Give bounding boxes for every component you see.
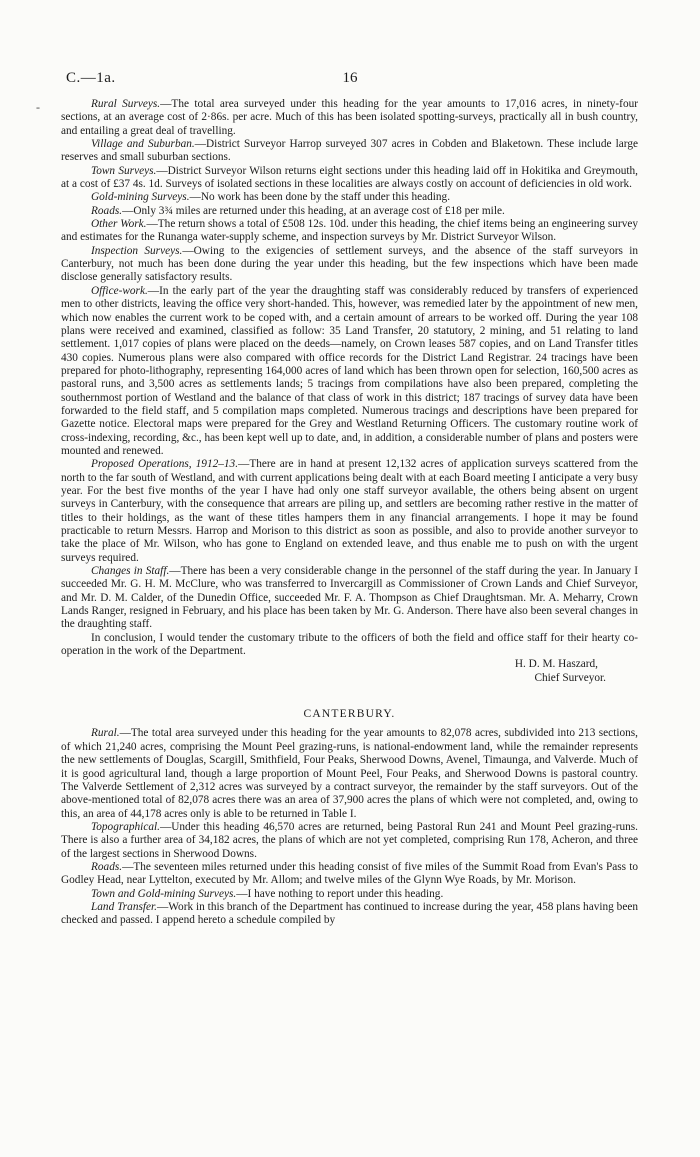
paragraph (61, 138, 638, 165)
section-heading: CANTERBURY. (303, 708, 396, 721)
paragraph (61, 861, 638, 888)
paragraph-label: Village and Suburban. (91, 138, 195, 151)
paragraph (61, 245, 638, 285)
westland-section (61, 98, 638, 658)
page-number: 16 (342, 70, 358, 86)
paragraph-label: Proposed Operations, 1912–13. (91, 458, 239, 471)
paragraph (61, 821, 638, 861)
paragraph-label: Other Work. (91, 218, 147, 231)
signature-name: H. D. M. Haszard, (514, 658, 598, 671)
paragraph-text: —The return shows a total of £508 12s. 10d. under this heading, the chief items being an engineering survey and estimates for the Runanga water-supply scheme, and inspection surveys by Mr. District Surveyor Wilson. (61, 218, 639, 244)
paragraph-label: Topographical. (91, 820, 160, 833)
paragraph-text: —The total area surveyed under this heading for the year amounts to 82,078 acres, subdivided into 213 sections, of which 21,240 acres, comprising the Mount Peel grazing-runs, is national-endowment land, while the remainder represents the new settlements of Douglas, Scargill, Smithfield, Four Peaks, Sherwood Downs, Avenel, Timaunga, and Valverde. Much of it is good agricultural land, though a large proportion of Mount Peel, Four Peaks, and Sherwood Downs is pastoral country. The Valverde Settlement of 2,312 acres was surveyed by a contract surveyor, the remainder by the staff surveyors. Out of the above-mentioned total of 82,078 acres there was an area of 37,900 acres the plans of which were not completed, and, owing to this, an area of 44,178 acres only is able to be returned in Table I. (61, 727, 638, 820)
paragraph-label: Roads. (91, 860, 123, 873)
paragraph-text: —The total area surveyed under this heading for the year amounts to 17,016 acres, in ninety-four sections, at an average cost of 2·86s. per acre. Much of this has been isolated spotting-surveys, practically all in bush country, and entailing a great deal of travelling. (61, 98, 639, 137)
paragraph-label: Rural Surveys. (91, 98, 161, 110)
paragraph-text: —No work has been done by the staff under this heading. (189, 191, 451, 204)
paragraph-label: Changes in Staff. (91, 565, 170, 578)
paragraph-text: —Owing to the exigencies of settlement surveys, and the absence of the staff surveyors in Canterbury, not much has been done during the year under this heading, but the few inspections which have been made disclose generally satisfactory results. (61, 244, 638, 284)
paragraph (61, 458, 638, 565)
canterbury-section (61, 727, 638, 927)
paragraph-text: —Only 3¾ miles are returned under this heading, at an average cost of £18 per mile. (122, 204, 505, 217)
paragraph-label: Town and Gold-mining Surveys. (91, 887, 237, 900)
paragraph-text: In conclusion, I would tender the customary tribute to the officers of both the field and office staff for their hearty co-operation in the work of the Department. (61, 631, 638, 658)
paragraph-text: —There are in hand at present 12,132 acres of application surveys scattered from the north to the far south of Westland, and with current applications being dealt with at each Board meeting I anticipate a very busy year. For the best five months of the year I have had only one staff surveyor available, the others being absent on urgent surveys in Canterbury, with the consequence that arrears are piling up, and settlers are becoming rather restive in the matter of titles to their holdings, as the want of these titles hampers them in any financial arrangements. I hope it may be found practicable to return Messrs. Harrop and Morison to this district as soon as possible, and also to provide another surveyor to take the place of Mr. Wilson, who has gone to England on extended leave, and thus enable me to push on with the urgent surveys required. (61, 458, 638, 564)
paragraph (61, 205, 638, 218)
paragraph-text: —District Surveyor Harrop surveyed 307 acres in Cobden and Blaketown. These include large reserves and small suburban sections. (61, 138, 638, 164)
paragraph-label: Inspection Surveys. (91, 244, 183, 257)
paragraph-label: Office-work. (91, 284, 148, 297)
paragraph-label: Land Transfer. (91, 900, 157, 913)
paragraph-label: Roads. (91, 204, 123, 217)
paragraph-text: —District Surveyor Wilson returns eight sections under this heading laid off in Hokitika and Greymouth, at a cost of £37 4s. 1d. Surveys of isolated sections in these localities are always costly on account of deficiencies in old work. (61, 164, 638, 191)
paragraph (61, 98, 638, 138)
paragraph-text: —Under this heading 46,570 acres are returned, being Pastoral Run 241 and Mount Peel grazing-runs. There is also a further area of 34,182 acres, the plans of which are not yet completed, comprising Run 178, Acheron, and three of the largest sections in Sherwood Downs. (61, 820, 638, 860)
paragraph (61, 888, 638, 901)
paragraph (61, 165, 638, 192)
paragraph-text: —There has been a very considerable change in the personnel of the staff during the year. In January I succeeded Mr. G. H. M. McClure, who was transferred to Invercargill as Commissioner of Crown Lands and Chief Surveyor, and Mr. D. M. Calder, of the Dunedin Office, succeeded Mr. F. A. Thompson as Chief Draughtsman. Mr. A. Meharry, Crown Lands Ranger, resigned in February, and his place has been taken by Mr. G. Anderson. There have also been several changes in the draughting staff. (61, 565, 639, 631)
paragraph-label: Town Surveys. (91, 164, 157, 177)
document-body (61, 98, 638, 928)
paragraph (61, 218, 638, 245)
signature-title: Chief Surveyor. (534, 671, 606, 684)
paragraph-text: —In the early part of the year the draughting staff was considerably reduced by transfers of experienced men to other districts, leaving the office very short-handed. This, however, was remedied later by the appointment of new men, which now enables the current work to be coped with, and a certain amount of arrears to be worked off. During the year 108 plans were received and examined, classified as follow: 35 Land Transfer, 20 statutory, 2 mining, and 51 relating to land settlement. 1,017 copies of plans were placed on the deeds—namely, on Crown leases 587 copies, and on Land Transfer titles 430 copies. Numerous plans were also compared with office records for the District Land Registrar. 24 tracings have been prepared for photo-lithography, representing 164,000 acres of land which has been thrown open for selection, 160,500 acres as pastoral runs, and 3,500 acres as settlements lands; 5 tracings from compilations have also been prepared, completing the southernmost portion of Westland and the balance of that class of work in this district; 187 tracings of survey data have been forwarded to the field staff, and 5 compilation maps completed. Numerous tracings and descriptions have been prepared for Gazette notice. Electoral maps were prepared for the Grey and Westland Returning Officers. The customary routine work of cross-indexing, recording, &c., has been kept well up to date, and, in addition, a considerable number of plans and posters were mounted and renewed. (61, 284, 638, 457)
margin-mark: - (36, 100, 40, 114)
paragraph (61, 285, 638, 458)
paragraph (61, 191, 638, 204)
paragraph (61, 727, 638, 820)
paragraph-text: —I have nothing to report under this heading. (236, 887, 444, 900)
paragraph (61, 901, 638, 928)
paragraph-text: —Work in this branch of the Department has continued to increase during the year, 458 plans having been checked and passed. I append hereto a schedule compiled by (61, 900, 639, 927)
paragraph (61, 632, 638, 659)
paragraph-label: Rural. (91, 727, 120, 740)
paragraph-label: Gold-mining Surveys. (91, 191, 190, 204)
document-code: C.—1a. (66, 70, 116, 86)
paragraph-text: —The seventeen miles returned under this heading consist of five miles of the Summit Road from Evan's Pass to Godley Head, near Lyttelton, executed by Mr. Allom; and twelve miles of the Glynn Wye Roads, by Mr. Morison. (61, 860, 638, 887)
paragraph (61, 565, 638, 632)
